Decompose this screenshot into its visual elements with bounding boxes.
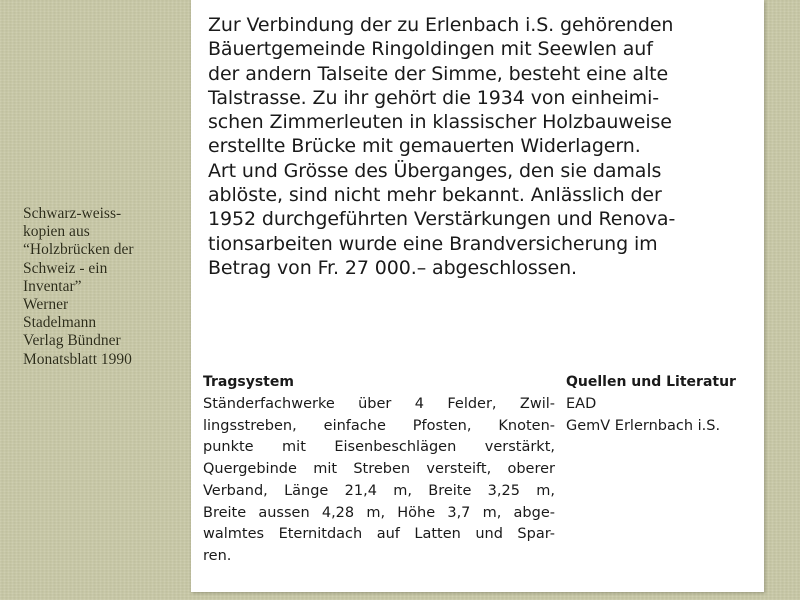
paragraph-line: Bäuertgemeinde Ringoldingen mit Seewlen auf xyxy=(208,38,653,61)
caption-line: Schweiz - ein xyxy=(23,259,108,277)
paragraph-line: Betrag von Fr. 27 000.– abgeschlossen. xyxy=(208,256,577,279)
tragsystem-line: Quergebinde mit Streben versteift, oberer xyxy=(203,461,555,478)
paragraph-line: Art und Grösse des Überganges, den sie damals xyxy=(208,159,662,182)
tragsystem-line: ren. xyxy=(203,547,232,564)
caption-line: Schwarz-weiss- xyxy=(23,205,122,222)
tragsystem-line: lingsstreben, einfache Pfosten, Knoten- xyxy=(203,417,555,434)
quellen-line: EAD xyxy=(566,396,597,412)
paragraph-line: Zur Verbindung der zu Erlenbach i.S. gehörenden xyxy=(208,14,674,36)
tragsystem-line: Ständerfachwerke über 4 Felder, Zwil- xyxy=(203,396,555,412)
tragsystem-section xyxy=(203,373,555,568)
scanned-page xyxy=(191,0,764,592)
paragraph-line: ablöste, sind nicht mehr bekannt. Anlässlich der xyxy=(208,184,662,207)
caption-line: Verlag Bündner xyxy=(23,332,121,350)
quellen-heading: Quellen und Literatur xyxy=(566,374,736,390)
quellen-line: GemV Erlernbach i.S. xyxy=(566,417,721,434)
caption-line: “Holzbrücken der xyxy=(23,241,134,259)
tragsystem-heading: Tragsystem xyxy=(203,374,294,390)
quellen-section xyxy=(566,373,761,437)
tragsystem-line: Breite aussen 4,28 m, Höhe 3,7 m, abge- xyxy=(203,504,555,521)
caption-line: kopien aus xyxy=(23,223,90,241)
tragsystem-line: Verband, Länge 21,4 m, Breite 3,25 m, xyxy=(203,482,555,499)
paragraph-line: schen Zimmerleuten in klassischer Holzbauweise xyxy=(208,111,672,134)
caption-text xyxy=(23,205,188,369)
paragraph-line: Talstrasse. Zu ihr gehört die 1934 von einheimi- xyxy=(208,86,660,109)
paragraph-line: der andern Talseite der Simme, besteht eine alte xyxy=(208,62,669,85)
caption-line: Stadelmann xyxy=(23,314,97,332)
paragraph-line: 1952 durchgeführten Verstärkungen und Renova- xyxy=(208,208,676,231)
main-paragraph xyxy=(208,13,763,280)
caption-line: Monatsblatt 1990 xyxy=(23,350,132,368)
tragsystem-line: walmtes Eternitdach auf Latten und Spar- xyxy=(203,526,555,543)
paragraph-line: erstellte Brücke mit gemauerten Widerlagern. xyxy=(208,135,641,158)
caption-line: Werner xyxy=(23,296,69,314)
tragsystem-line: punkte mit Eisenbeschlägen verstärkt, xyxy=(203,439,555,456)
paragraph-line: tionsarbeiten wurde eine Brandversicherung im xyxy=(208,232,658,255)
caption-line: Inventar” xyxy=(23,277,82,295)
